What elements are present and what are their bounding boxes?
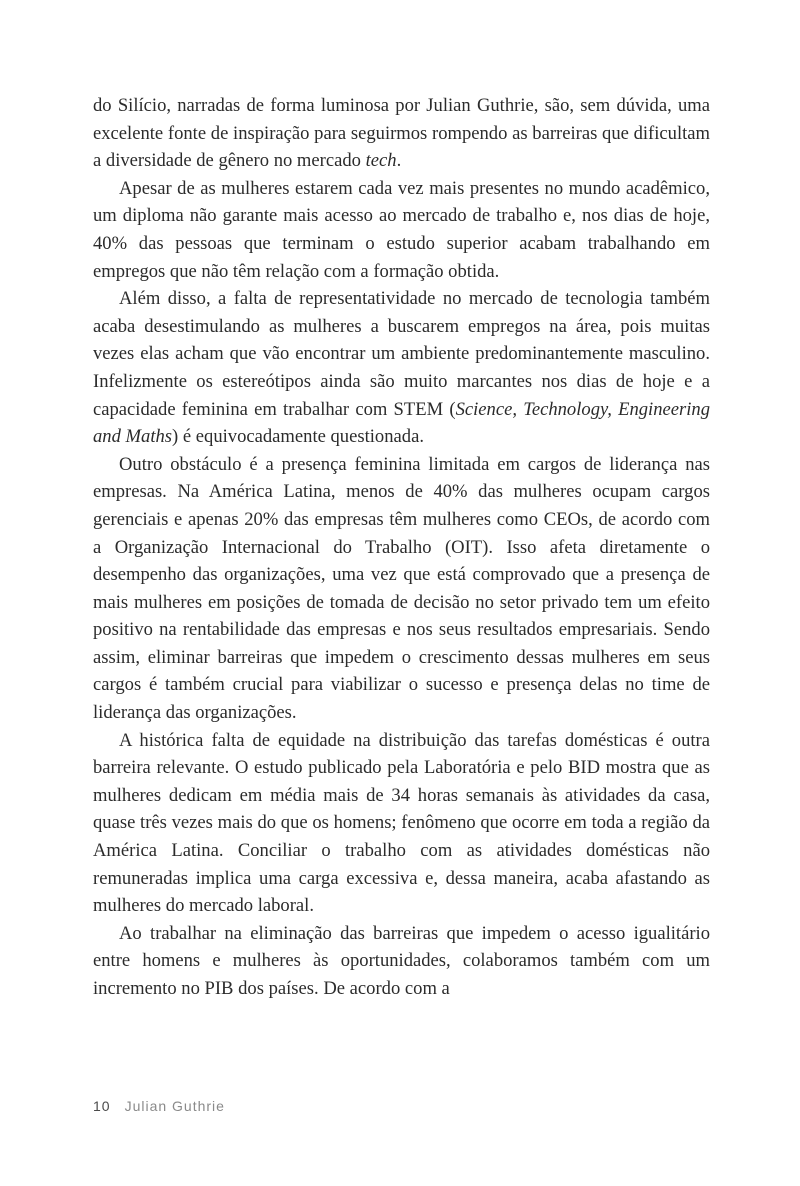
paragraph-2-text: Apesar de as mulheres estarem cada vez mais presentes no mundo acadêmico, um diploma não garante mais acesso ao mercado de trabalho e, nos dias de hoje, 40% das pessoas que terminam o estudo superior acabam trabalhando em empregos que não têm relação com a formação obtida. bbox=[93, 177, 710, 282]
paragraph-6 bbox=[93, 920, 710, 1003]
paragraph-5 bbox=[93, 727, 710, 920]
paragraph-5-text: A histórica falta de equidade na distribuição das tarefas domésticas é outra barreira relevante. O estudo publicado pela Laboratória e pelo BID mostra que as mulheres dedicam em média mais de 34 horas semanais às atividades da casa, quase três vezes mais do que os homens; fenômeno que ocorre em toda a região da América Latina. Conciliar o trabalho com as atividades domésticas não remuneradas implica uma carga excessiva e, dessa maneira, acaba afastando as mulheres do mercado laboral. bbox=[93, 729, 710, 917]
paragraph-3-text-a: Além disso, a falta de representatividade no mercado de tecnologia também acaba desestimulando as mulheres a buscarem empregos na área, pois muitas vezes elas acham que vão encontrar um ambiente predominantemente masculino. Infelizmente os estereótipos ainda são muito marcantes nos dias de hoje e a capacidade feminina em trabalhar com STEM ( bbox=[93, 288, 710, 420]
paragraph-1-text-b: . bbox=[396, 150, 402, 172]
paragraph-1 bbox=[93, 92, 710, 175]
paragraph-3 bbox=[93, 285, 710, 451]
running-author: Julian Guthrie bbox=[124, 1098, 225, 1114]
paragraph-3-italic-stem: Science, Technology, Engineering and Maths bbox=[93, 398, 710, 448]
paragraph-6-text: Ao trabalhar na eliminação das barreiras que impedem o acesso igualitário entre homens e mulheres às oportunidades, colaboramos também com um incremento no PIB dos países. De acordo com a bbox=[93, 922, 710, 999]
paragraph-4 bbox=[93, 451, 710, 727]
paragraph-4-text: Outro obstáculo é a presença feminina limitada em cargos de liderança nas empresas. Na América Latina, menos de 40% das mulheres ocupam cargos gerenciais e apenas 20% das empresas têm mulheres como CEOs, de acordo com a Organização Internacional do Trabalho (OIT). Isso afeta diretamente o desempenho das organizações, uma vez que está comprovado que a presença de mais mulheres em posições de tomada de decisão no setor privado tem um efeito positivo na rentabilidade das empresas e nos seus resultados empresariais. Sendo assim, eliminar barreiras que impedem o crescimento dessas mulheres em seus cargos é também crucial para viabilizar o sucesso e presença delas no time de liderança das organizações. bbox=[93, 453, 710, 724]
body-text bbox=[93, 92, 710, 1003]
paragraph-1-text-a: do Silício, narradas de forma luminosa por Julian Guthrie, são, sem dúvida, uma excelente fonte de inspiração para seguirmos rompendo as barreiras que dificultam a diversidade de gênero no mercado bbox=[93, 95, 710, 172]
paragraph-3-text-b: ) é equivocadamente questionada. bbox=[172, 426, 424, 448]
page-footer bbox=[93, 1098, 225, 1114]
paragraph-1-italic-tech: tech bbox=[365, 150, 397, 172]
paragraph-2 bbox=[93, 175, 710, 285]
page-number: 10 bbox=[93, 1098, 111, 1114]
